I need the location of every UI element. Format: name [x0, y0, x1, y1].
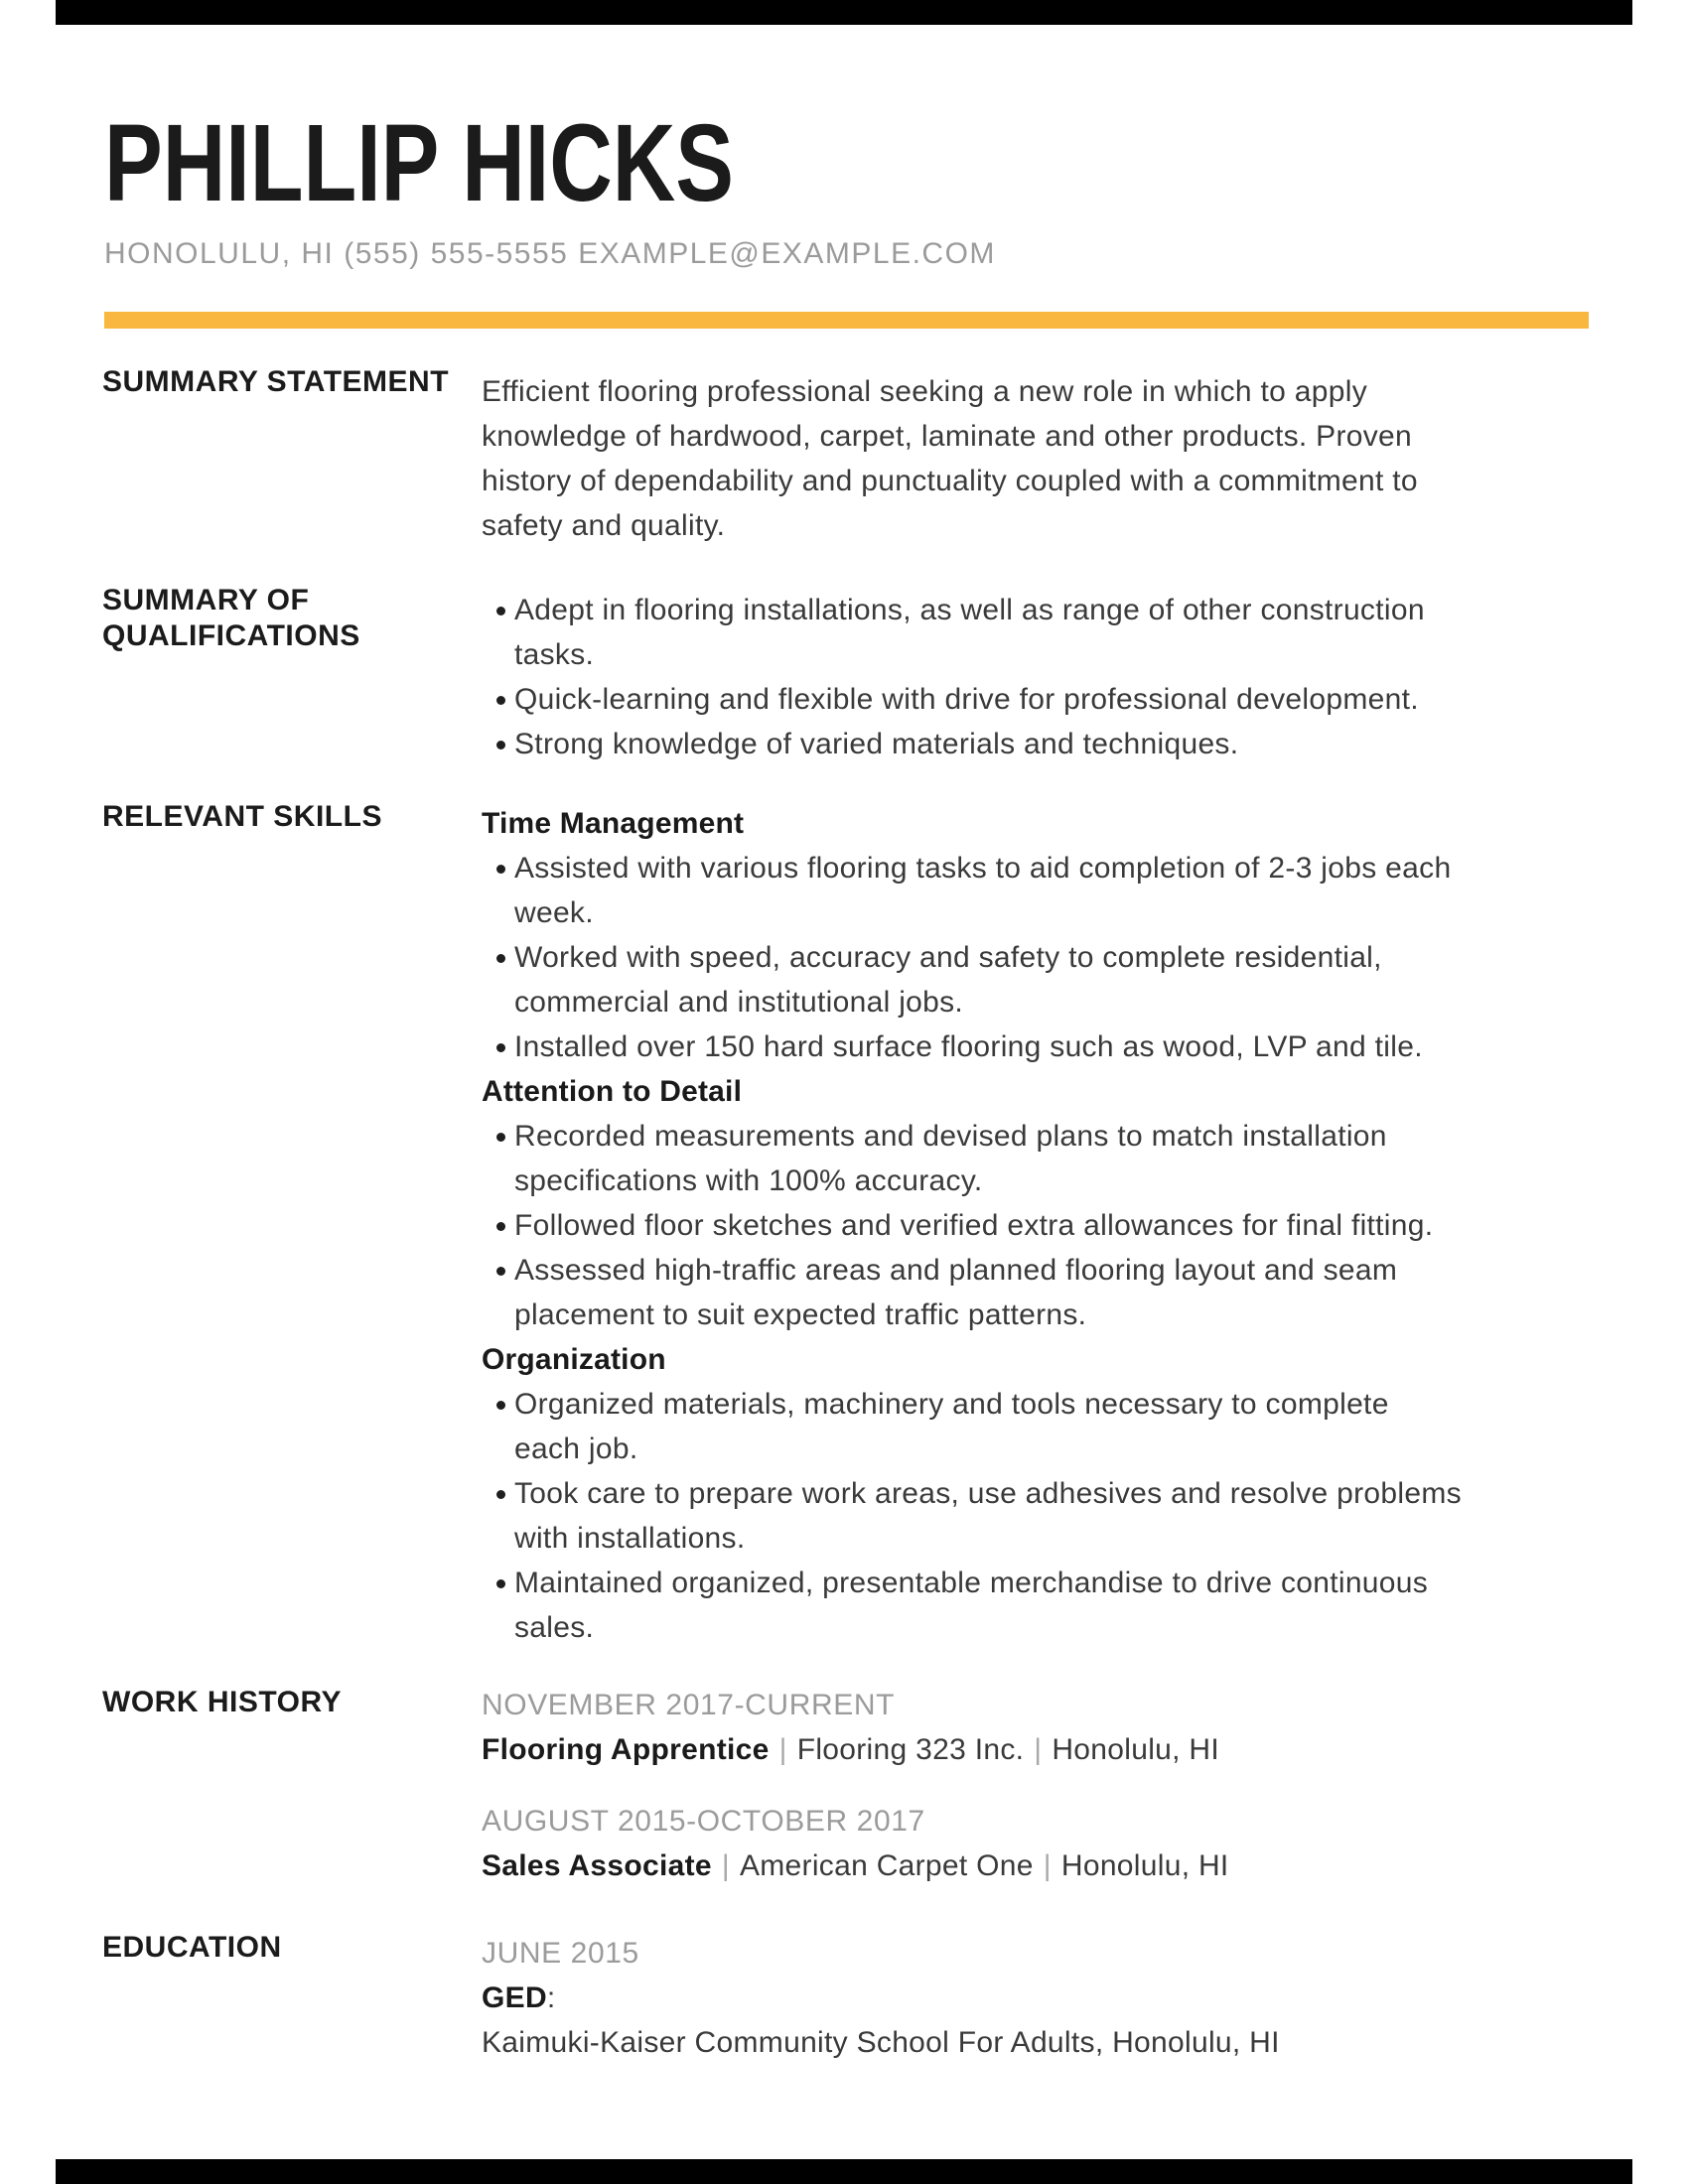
bullet-dot-icon [496, 1043, 505, 1052]
bottom-accent-bar [56, 2159, 1632, 2184]
separator: | [721, 1849, 730, 1882]
bullet-text [514, 1114, 1387, 1203]
summary-line: history of dependability and punctuality coupled with a commitment to [482, 465, 1418, 497]
contact-line: HONOLULU, HI (555) 555-5555 EXAMPLE@EXAMPLE.COM [104, 237, 996, 270]
skill-group-title: Organization [482, 1343, 666, 1376]
bullet-text-line: Organized materials, machinery and tools necessary to complete [514, 1388, 1389, 1421]
bullet-text-line: commercial and institutional jobs. [514, 986, 964, 1019]
bullet-item [482, 935, 1633, 1024]
skill-group-title: Time Management [482, 807, 745, 840]
bullet-dot-icon [496, 954, 505, 963]
bullet-item [482, 1114, 1633, 1203]
bullet-item [482, 1024, 1633, 1069]
bullet-text-line: Maintained organized, presentable merchandise to drive continuous [514, 1567, 1429, 1599]
job-title: Flooring Apprentice [482, 1733, 770, 1766]
bullet-item [482, 1382, 1633, 1471]
job-location: Honolulu, HI [1060, 1849, 1229, 1882]
bullet-dot-icon [496, 1133, 505, 1142]
bullet-text [514, 1248, 1397, 1337]
education-degree-line [482, 1976, 1633, 2020]
bullet-text [514, 846, 1451, 935]
candidate-name: PHILLIP HICKS [104, 102, 735, 224]
bullet-text-line: each job. [514, 1433, 638, 1465]
job-entry [482, 1799, 1633, 1888]
bullet-text [514, 677, 1419, 722]
education-content [482, 1931, 1633, 2065]
summary-statement-text [482, 369, 1633, 548]
bullet-text-line: tasks. [514, 638, 595, 671]
job-title-line [482, 1843, 1633, 1888]
bullet-text [514, 1471, 1462, 1561]
work-history-heading [102, 1685, 470, 1720]
degree-colon: : [546, 1981, 556, 2014]
bullet-text-line: Strong knowledge of varied materials and techniques. [514, 728, 1239, 760]
job-location: Honolulu, HI [1052, 1733, 1220, 1766]
relevant-skills-heading-text: RELEVANT SKILLS [102, 800, 382, 833]
bullet-text-line: Assessed high-traffic areas and planned flooring layout and seam [514, 1254, 1398, 1287]
bullet-text-line: placement to suit expected traffic patterns. [514, 1298, 1087, 1331]
top-accent-bar [56, 0, 1632, 25]
job-company: Flooring 323 Inc. [796, 1733, 1025, 1766]
summary-statement-heading-text: SUMMARY STATEMENT [102, 365, 450, 398]
bullet-text [514, 935, 1382, 1024]
bullet-text-line: Took care to prepare work areas, use adhesives and resolve problems [514, 1477, 1462, 1510]
bullet-dot-icon [496, 1401, 505, 1410]
separator: | [1043, 1849, 1052, 1882]
accent-divider [104, 312, 1589, 329]
bullet-dot-icon [496, 1222, 505, 1231]
bullet-text-line: Adept in flooring installations, as well as range of other construction [514, 594, 1425, 626]
bullet-item [482, 722, 1633, 766]
qualifications-heading-line-2: QUALIFICATIONS [102, 619, 360, 652]
bullet-item [482, 846, 1633, 935]
bullet-text-line: Installed over 150 hard surface flooring such as wood, LVP and tile. [514, 1030, 1423, 1063]
bullet-text [514, 588, 1425, 677]
job-dates: NOVEMBER 2017-CURRENT [482, 1689, 896, 1721]
summary-line: safety and quality. [482, 509, 726, 542]
separator: | [1034, 1733, 1043, 1766]
qualifications-heading-line-1: SUMMARY OF [102, 584, 310, 616]
bullet-dot-icon [496, 865, 505, 874]
education-date: JUNE 2015 [482, 1937, 639, 1970]
education-heading [102, 1930, 470, 1966]
work-history-content [482, 1683, 1633, 1915]
summary-line: knowledge of hardwood, carpet, laminate and other products. Proven [482, 420, 1413, 453]
bullet-dot-icon [496, 1579, 505, 1588]
bullet-text-line: Worked with speed, accuracy and safety to complete residential, [514, 941, 1382, 974]
bullet-text-line: week. [514, 896, 594, 929]
bullet-dot-icon [496, 1267, 505, 1276]
job-title: Sales Associate [482, 1849, 712, 1882]
bullet-item [482, 1203, 1633, 1248]
bullet-text-line: specifications with 100% accuracy. [514, 1164, 983, 1197]
education-heading-text: EDUCATION [102, 1931, 282, 1964]
bullet-item [482, 1561, 1633, 1650]
bullet-text [514, 1024, 1423, 1069]
degree-name: GED [482, 1981, 547, 2014]
bullet-item [482, 1471, 1633, 1561]
relevant-skills-heading [102, 799, 470, 835]
job-title-line [482, 1727, 1633, 1772]
bullet-text [514, 722, 1238, 766]
bullet-text-line: with installations. [514, 1522, 746, 1555]
bullet-item [482, 677, 1633, 722]
job-company: American Carpet One [739, 1849, 1034, 1882]
summary-of-qualifications-heading [102, 583, 470, 654]
bullet-text-line: sales. [514, 1611, 595, 1644]
bullet-dot-icon [496, 741, 505, 750]
skill-group-title: Attention to Detail [482, 1075, 743, 1108]
education-school: Kaimuki-Kaiser Community School For Adults, Honolulu, HI [482, 2026, 1280, 2059]
relevant-skills-content [482, 801, 1633, 1650]
bullet-item [482, 588, 1633, 677]
bullet-text-line: Assisted with various flooring tasks to aid completion of 2-3 jobs each [514, 852, 1452, 885]
work-history-heading-text: WORK HISTORY [102, 1686, 343, 1718]
bullet-dot-icon [496, 607, 505, 615]
bullet-text-line: Recorded measurements and devised plans to match installation [514, 1120, 1387, 1153]
bullet-text [514, 1561, 1428, 1650]
qualifications-list [482, 588, 1633, 766]
summary-statement-heading [102, 364, 470, 400]
bullet-dot-icon [496, 696, 505, 705]
bullet-text-line: Followed floor sketches and verified extra allowances for final fitting. [514, 1209, 1434, 1242]
bullet-text-line: Quick-learning and flexible with drive for professional development. [514, 683, 1419, 716]
bullet-item [482, 1248, 1633, 1337]
bullet-text [514, 1382, 1389, 1471]
job-dates: AUGUST 2015-OCTOBER 2017 [482, 1805, 925, 1838]
bullet-dot-icon [496, 1490, 505, 1499]
bullet-text [514, 1203, 1433, 1248]
summary-line: Efficient flooring professional seeking a new role in which to apply [482, 375, 1368, 408]
job-entry [482, 1683, 1633, 1772]
separator: | [778, 1733, 787, 1766]
